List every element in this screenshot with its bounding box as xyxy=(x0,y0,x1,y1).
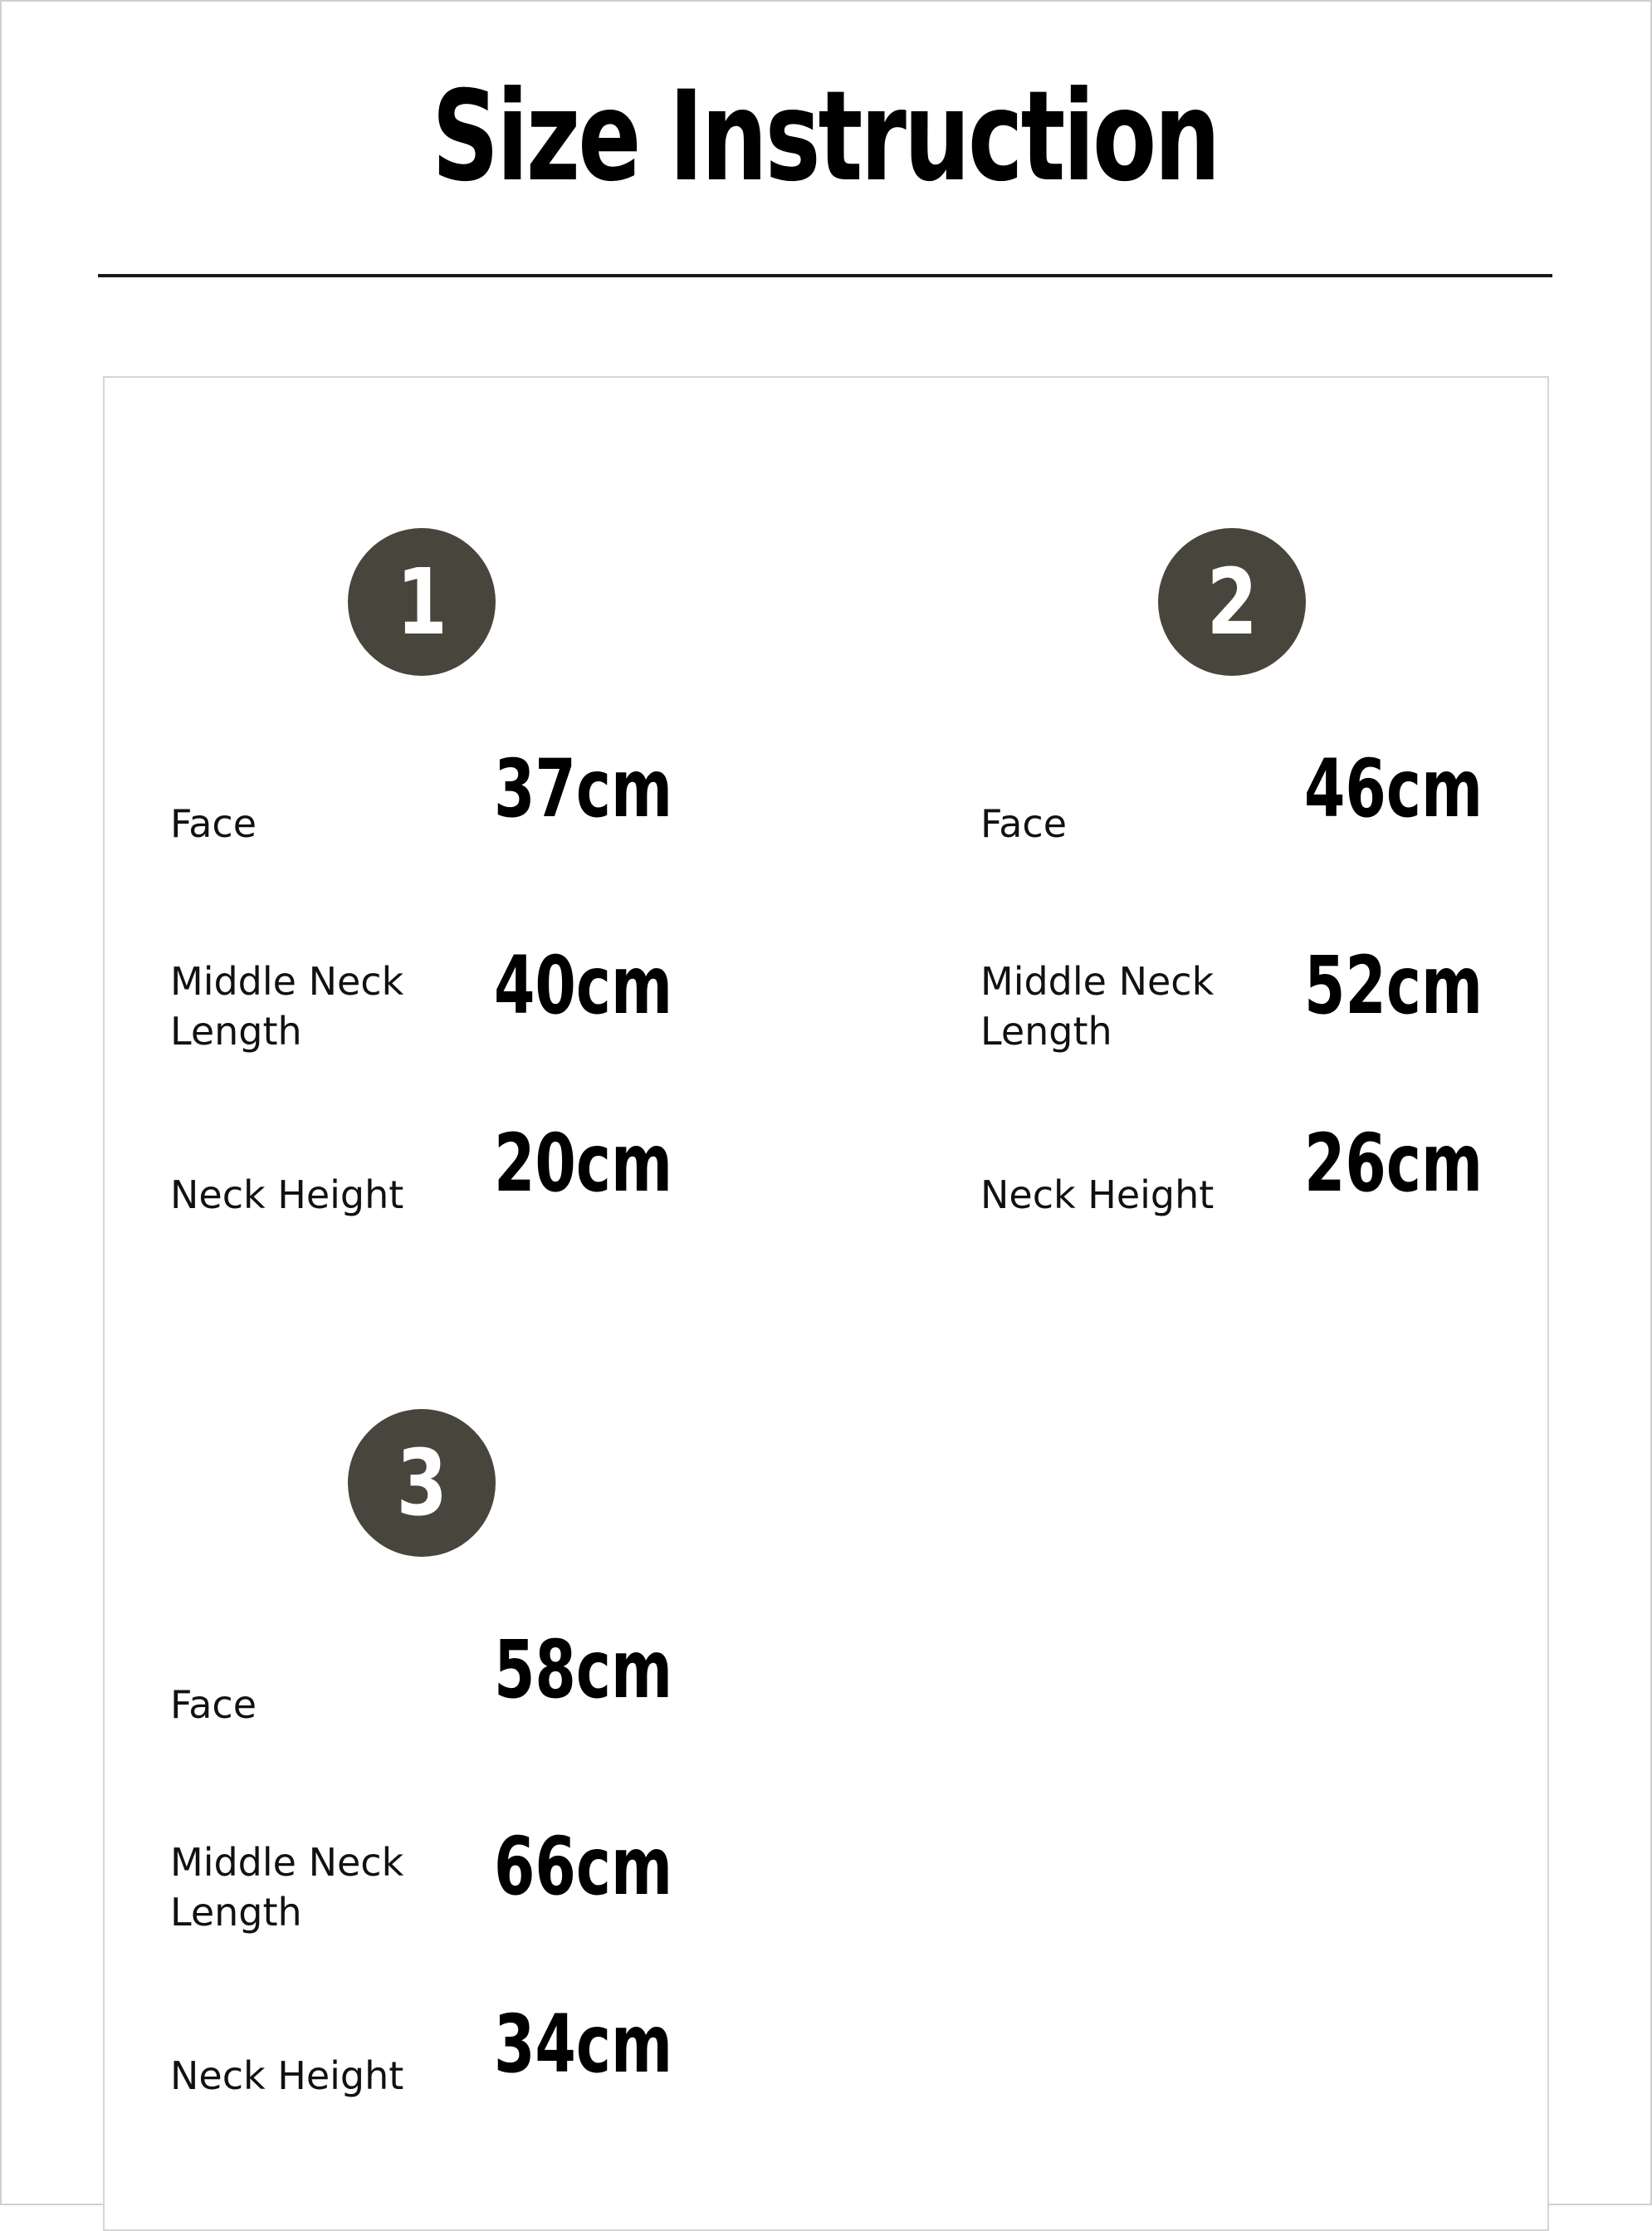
size-3-face-label: Face xyxy=(170,1682,257,1727)
size-1-neck-length-label: Middle Neck Length xyxy=(170,959,404,1054)
size-3-number: 3 xyxy=(396,1430,447,1536)
size-2-number: 2 xyxy=(1206,549,1258,655)
size-1-face-label: Face xyxy=(170,801,257,846)
size-3-neck-length-label: Middle Neck Length xyxy=(170,1840,404,1935)
size-2-neck-height-label: Neck Height xyxy=(980,1172,1215,1217)
size-1-neck-height-label: Neck Height xyxy=(170,1172,404,1217)
size-2-neck-length-value: 52cm xyxy=(1304,939,1483,1032)
size-2-face-label: Face xyxy=(980,801,1068,846)
size-2-neck-height-value: 26cm xyxy=(1304,1117,1483,1210)
size-1-neck-length-value: 40cm xyxy=(494,939,672,1032)
page-title: Size Instruction xyxy=(432,65,1219,209)
size-1-neck-height-value: 20cm xyxy=(494,1117,672,1210)
size-3-neck-height-value: 34cm xyxy=(494,1998,672,2091)
title-divider xyxy=(98,274,1552,277)
size-2-face-value: 46cm xyxy=(1304,742,1483,835)
size-3-badge xyxy=(348,1409,496,1557)
size-1-badge xyxy=(348,528,496,676)
size-2-badge xyxy=(1158,528,1306,676)
size-3-neck-length-value: 66cm xyxy=(494,1820,672,1913)
size-3-face-value: 58cm xyxy=(494,1623,672,1716)
size-3-neck-height-label: Neck Height xyxy=(170,2053,404,2098)
size-1-face-value: 37cm xyxy=(494,742,672,835)
size-2-neck-length-label: Middle Neck Length xyxy=(980,959,1215,1054)
size-panel xyxy=(103,376,1549,2231)
size-1-number: 1 xyxy=(396,549,447,655)
